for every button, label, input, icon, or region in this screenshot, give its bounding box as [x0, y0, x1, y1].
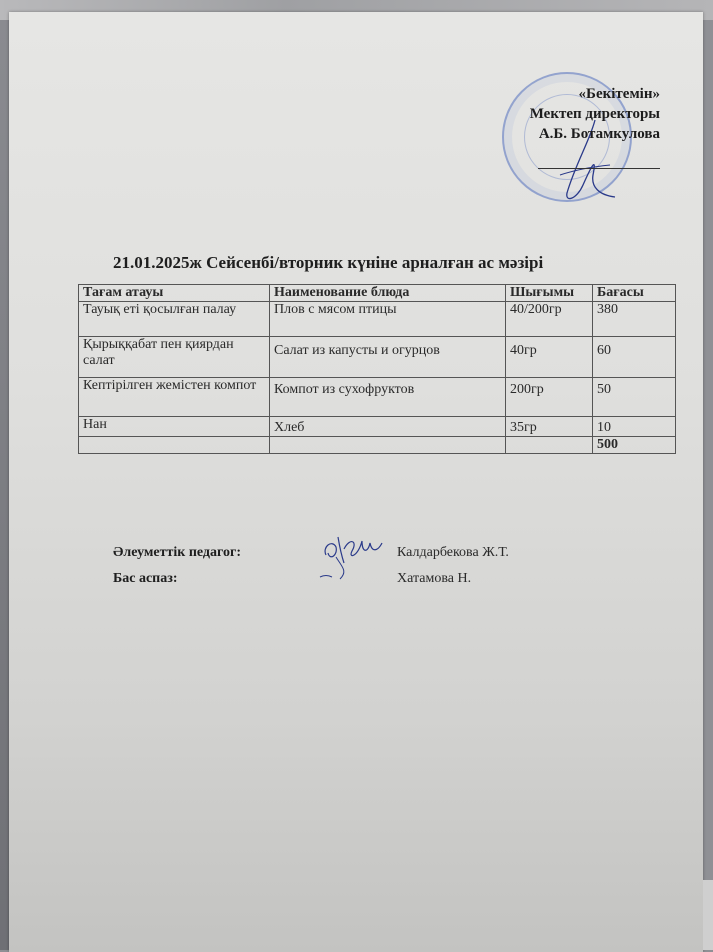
table-row — [79, 337, 676, 378]
cell-yield: 35гр — [506, 417, 593, 437]
cell-name-kz: Нан — [79, 417, 270, 437]
pedagogue-signature-icon — [318, 527, 388, 587]
cell-yield: 200гр — [506, 378, 593, 417]
table-row — [79, 378, 676, 417]
cell-name-kz: Кептірілген жемістен компот — [79, 378, 270, 417]
head-cook-label: Бас аспаз: — [113, 571, 178, 586]
cell-empty — [506, 437, 593, 454]
social-pedagogue-label: Әлеуметтік педагог: — [113, 545, 242, 560]
table-header-row — [79, 285, 676, 302]
photo-edge — [0, 20, 9, 950]
cell-name-kz: Қырыққабат пен қиярдан салат — [79, 337, 270, 378]
header-yield: Шығымы — [506, 285, 593, 302]
approval-block — [500, 84, 660, 144]
approval-name: А.Б. Ботамкулова — [538, 126, 660, 142]
cell-name-ru: Компот из сухофруктов — [270, 378, 506, 417]
cell-name-ru: Хлеб — [270, 417, 506, 437]
head-cook-name: Хатамова Н. — [397, 571, 472, 586]
cell-price: 380 — [593, 302, 676, 337]
photo-edge-right — [703, 880, 713, 950]
social-pedagogue-name: Калдарбекова Ж.Т. — [397, 545, 509, 560]
cell-price: 50 — [593, 378, 676, 417]
header-name-ru: Наименование блюда — [270, 285, 506, 302]
document-title: 21.01.2025ж Сейсенбі/вторник күніне арналған ас мәзірі — [113, 253, 544, 272]
cell-price: 60 — [593, 337, 676, 378]
table-row — [79, 417, 676, 437]
menu-table — [78, 284, 676, 454]
table-row — [79, 302, 676, 337]
cell-empty — [79, 437, 270, 454]
cell-price: 10 — [593, 417, 676, 437]
table-total-row — [79, 437, 676, 454]
cell-yield: 40гр — [506, 337, 593, 378]
total-price: 500 — [593, 437, 676, 454]
cell-yield: 40/200гр — [506, 302, 593, 337]
cell-empty — [270, 437, 506, 454]
header-name-kz: Тағам атауы — [79, 285, 270, 302]
signature-line — [538, 168, 660, 169]
header-price: Бағасы — [593, 285, 676, 302]
approval-position: Мектеп директоры — [529, 106, 660, 122]
cell-name-kz: Тауық еті қосылған палау — [79, 302, 270, 337]
cell-name-ru: Плов с мясом птицы — [270, 302, 506, 337]
approval-title: «Бекітемін» — [578, 86, 660, 102]
cell-name-ru: Салат из капусты и огурцов — [270, 337, 506, 378]
